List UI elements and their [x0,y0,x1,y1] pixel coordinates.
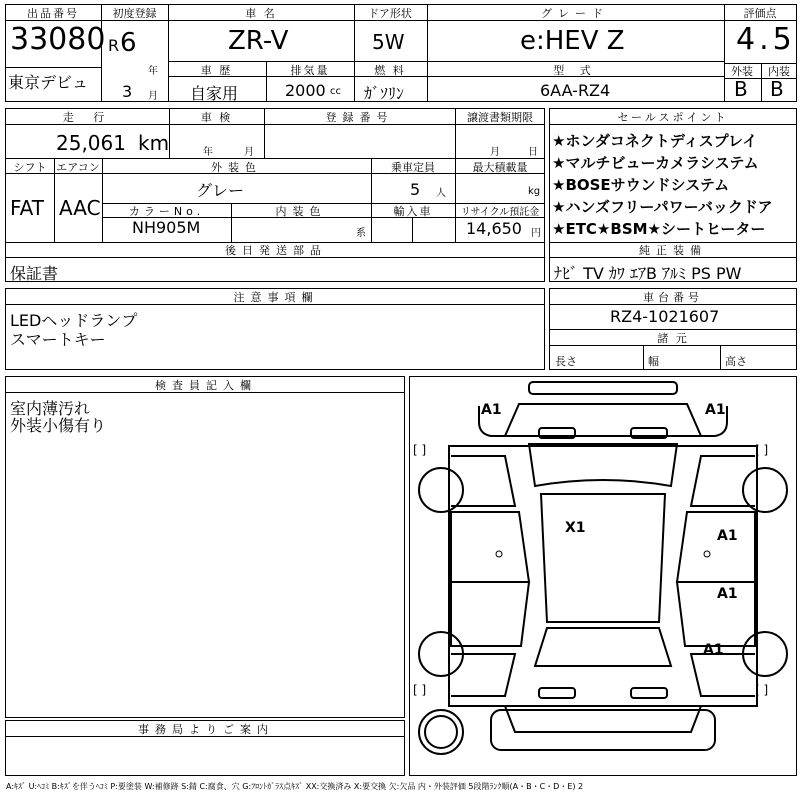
registration-month: 3 [122,82,133,101]
vehicle-history: 自家用 [190,84,239,103]
bracket-rear-right: [ ] [755,683,769,697]
evaluation-score: 4.5 [736,22,796,57]
damage-mark-front-right: A1 [705,402,726,418]
equipment-list: ﾅﾋﾞ TV ｶﾜ ｴｱB ｱﾙﾐ PS PW [554,264,742,283]
capacity-label: 乗車定員 [391,161,435,174]
right-rear-door [677,582,755,646]
color-number-label: カラーNo. [128,205,205,218]
left-front-door [451,512,529,582]
length-label: 長さ [555,355,577,368]
right-quarter [691,654,755,696]
mileage-unit: km [138,131,170,155]
bracket-rear-left: [ ] [413,683,427,697]
chassis-number-label: 車台番号 [643,291,703,304]
max-load-label: 最大積載量 [472,161,528,174]
shift-label: シフト [13,161,47,174]
color-number: NH905M [132,218,201,237]
equipment-label: 純正装備 [639,244,707,257]
chassis-number: RZ4-1021607 [610,307,720,326]
rear-light-left [539,688,575,698]
door-type-label: ドア形状 [368,7,412,20]
exterior-grade: B [734,77,748,101]
first-registration-label: 初度登録 [112,7,157,20]
recycle-fee-unit: 円 [531,228,541,239]
hood-outline [505,404,701,436]
exterior-color-label: 外装色 [211,161,262,174]
damage-mark-front-left: A1 [481,402,502,418]
year-unit: 年 [148,66,158,77]
lot-number: 33080 [10,22,106,57]
rear-light-right [631,688,667,698]
selling-point-4: ★ハンズフリーパワーバックドア [552,198,773,216]
lot-number-label: 出品番号 [27,7,79,20]
era-letter: R [108,36,120,55]
interior-color-unit: 系 [356,228,366,239]
right-front-door [677,512,755,582]
inspection-label: 車 検 [200,111,233,124]
front-bumper-outline [529,382,677,394]
interior-grade: B [770,77,784,101]
mirror-left [496,551,502,557]
rear-window-outline [535,628,671,666]
exterior-grade-label: 外装 [731,65,753,78]
later-parts-label: 後日発送部品 [225,244,327,257]
displacement: 2000 [285,81,326,100]
interior-grade-label: 内装 [768,65,790,78]
inspector-line-2: 外装小傷有り [10,416,107,435]
selling-point-1: ★ホンダコネクトディスプレイ [552,132,758,150]
recycle-fee-label: リサイクル預託金 [460,207,540,218]
mileage: 25,061 [56,131,126,155]
left-quarter [451,654,515,696]
legend-text: A:ｷｽﾞ U:ﾍｺﾐ B:ｷｽﾞを伴うﾍｺﾐ P:要塗装 W:補修跡 S:錆 C:腐食、穴 G:ﾌﾛﾝﾄｶﾞﾗｽ点ｷｽﾞ XX:交換済み X:要交換 欠:欠品 内・外装評価 5段階ﾗﾝｸ順(A・B・C・D・E) 2 [6,782,584,791]
left-rear-door [451,582,529,646]
roof-outline [541,494,665,622]
history-label: 車 歴 [200,64,233,77]
month-unit: 月 [148,91,158,102]
capacity: 5 [410,180,421,199]
office-notice-label: 事務局よりご案内 [138,723,274,736]
car-name: ZR-V [228,26,289,56]
recycle-fee: 14,650 [466,219,522,238]
inspector-line-1: 室内薄汚れ [10,399,91,418]
fuel-label: 燃 料 [374,64,406,77]
specs-label: 諸 元 [657,332,689,345]
capacity-unit: 人 [436,188,446,199]
width-label: 幅 [648,355,659,368]
score-label: 評価点 [743,7,777,20]
model-code-label: 型 式 [553,64,597,77]
max-load-unit: kg [528,186,541,197]
later-parts: 保証書 [10,264,59,283]
wheel-front-right [743,468,787,512]
height-label: 高さ [725,355,747,368]
fuel-type: ｶﾞｿﾘﾝ [364,84,405,103]
displacement-unit: cc [330,86,341,97]
spare-wheel-inner [425,716,457,748]
grade-label: グレード [541,7,609,20]
shift-type: FAT [10,196,45,220]
interior-color-label: 内装色 [275,205,327,218]
car-name-label: 車 名 [245,7,277,20]
bracket-front-right: [ ] [755,443,769,457]
notes-label: 注意事項欄 [233,291,319,304]
damage-mark-roof: X1 [565,520,586,536]
door-type: 5W [372,30,405,54]
rear-bumper-outline [491,710,715,750]
bracket-front-left: [ ] [413,443,427,457]
inspector-label: 検査員記入欄 [155,379,257,392]
wheel-front-left [419,468,463,512]
venue-name: 東京デビュ [8,73,89,92]
displacement-label: 排気量 [290,64,330,77]
transfer-month-unit: 月 [490,147,500,158]
transfer-deadline-label: 譲渡書類期限 [467,111,533,124]
selling-points-label: セールスポイント [617,111,729,124]
damage-mark-right-quarter: A1 [703,642,724,658]
plate-number-label: 登録番号 [325,111,394,124]
damage-mark-right-rear-door: A1 [717,586,738,602]
selling-point-2: ★マルチビューカメラシステム [552,154,759,172]
note-line-1: LEDヘッドランプ [10,311,138,330]
registration-year: 6 [120,28,137,58]
model-code: 6AA-RZ4 [540,81,611,100]
selling-point-3: ★BOSEサウンドシステム [552,176,730,194]
mirror-right [704,551,710,557]
note-line-2: スマートキー [10,330,106,349]
inspection-month-unit: 月 [244,147,254,158]
windshield-outline [529,444,677,486]
exterior-color: グレー [196,181,245,200]
aircon-type: AAC [59,196,101,220]
mileage-label: 走 行 [62,111,113,124]
selling-point-5: ★ETC★BSM★シートヒーター [552,220,766,238]
import-label: 輸入車 [393,205,433,218]
grade: e:HEV Z [520,26,625,56]
car-diagram [409,376,797,776]
aircon-label: エアコン [56,161,100,174]
inspection-year-unit: 年 [203,147,213,158]
transfer-day-unit: 日 [528,147,538,158]
damage-mark-right-front-door: A1 [717,528,738,544]
